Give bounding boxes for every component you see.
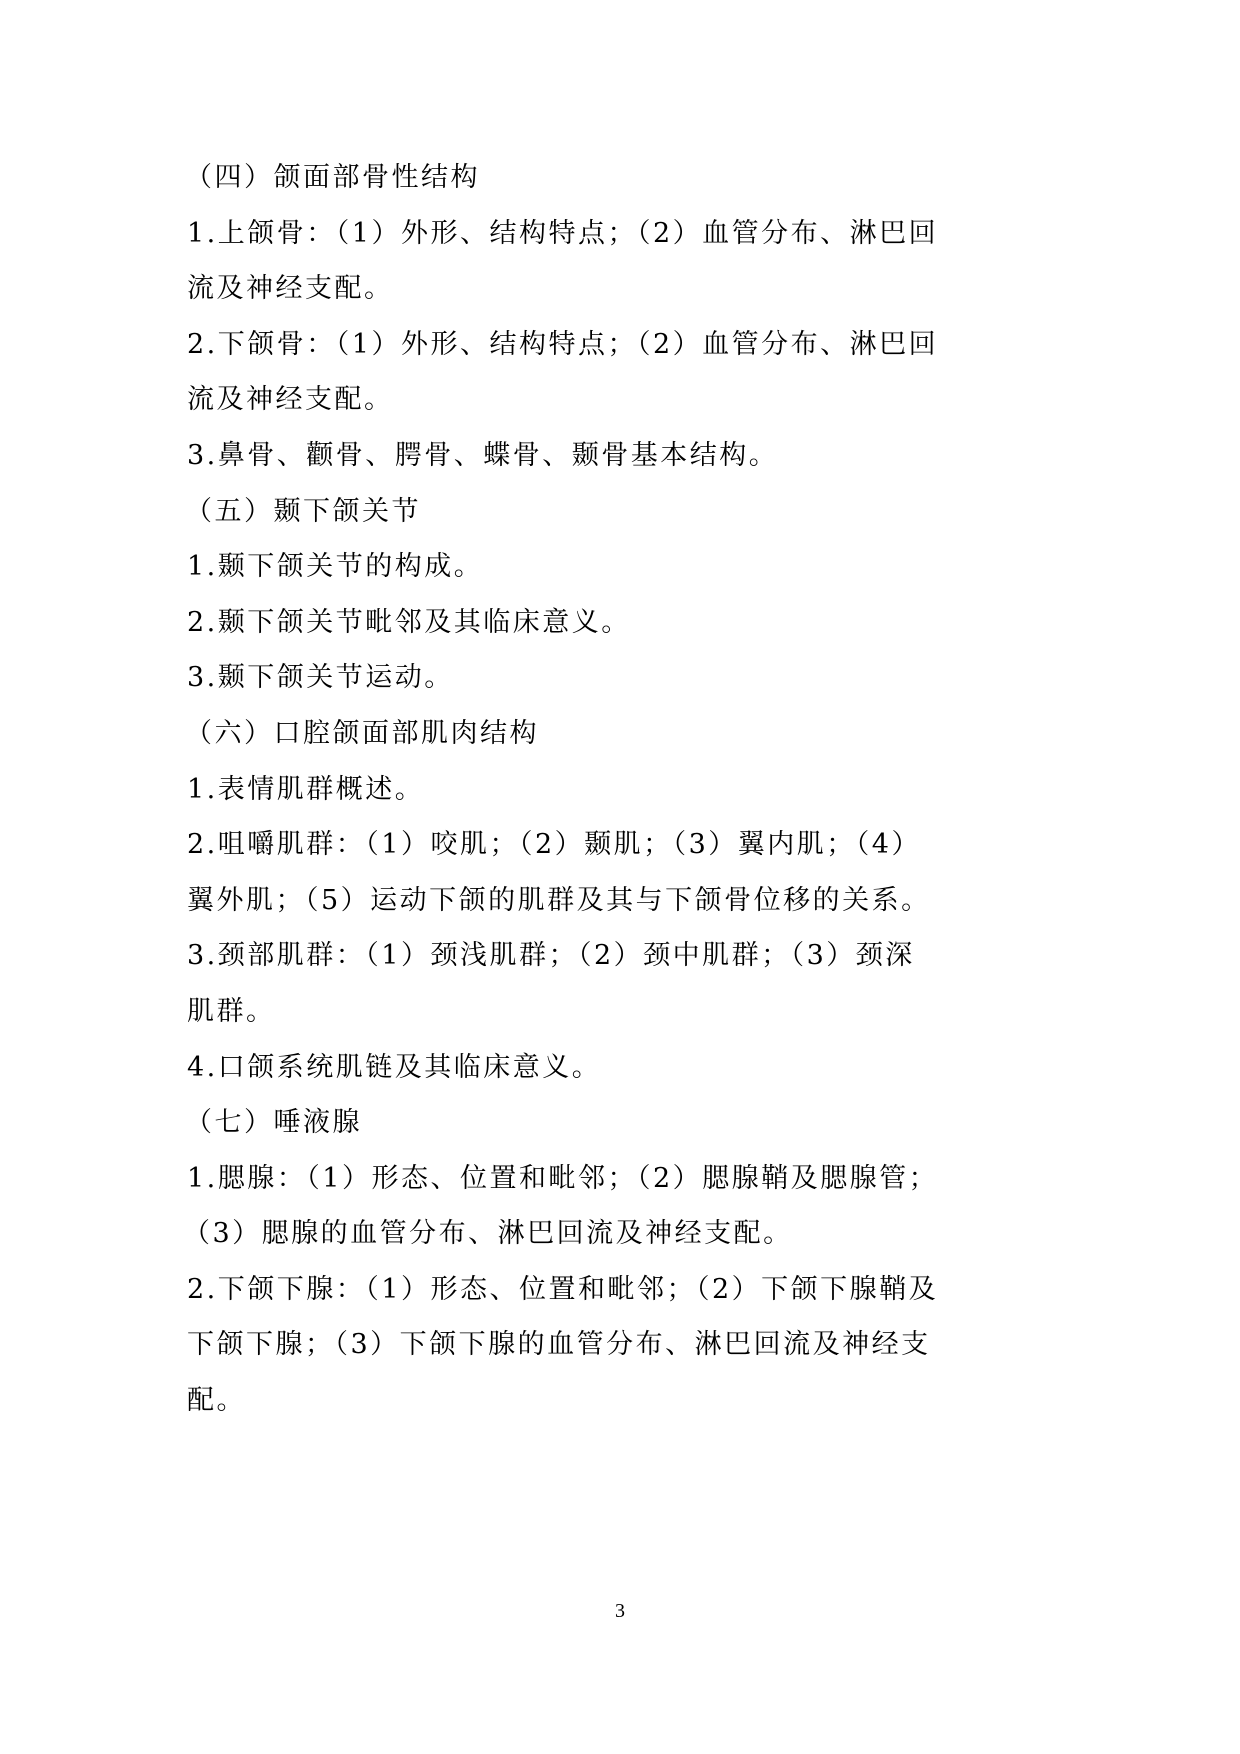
list-item-maxilla-cont: 流及神经支配。: [187, 273, 394, 305]
list-item-facial-muscles: 1.表情肌群概述。: [187, 773, 425, 805]
document-body: [183, 150, 1047, 1429]
list-item-submandibular: 2.下颌下腺：（1）形态、位置和毗邻；（2）下颌下腺鞘及: [187, 1273, 939, 1305]
list-item-mandible: 2.下颌骨：（1）外形、结构特点；（2）血管分布、淋巴回: [187, 328, 939, 360]
list-item-mandible-cont: 流及神经支配。: [187, 384, 394, 416]
section-heading-6: （六）口腔颌面部肌肉结构: [185, 717, 539, 749]
list-item-tmj-movement: 3.颞下颌关节运动。: [187, 662, 454, 694]
list-item-maxilla: 1.上颌骨：（1）外形、结构特点；（2）血管分布、淋巴回: [187, 217, 939, 249]
list-item-muscle-chain: 4.口颌系统肌链及其临床意义。: [187, 1051, 602, 1083]
list-item-other-bones: 3.鼻骨、颧骨、腭骨、蝶骨、颞骨基本结构。: [187, 439, 779, 471]
list-item-tmj-composition: 1.颞下颌关节的构成。: [187, 551, 484, 583]
section-heading-4: （四）颌面部骨性结构: [185, 162, 480, 193]
list-item-parotid: 1.腮腺：（1）形态、位置和毗邻；（2）腮腺鞘及腮腺管；: [187, 1162, 939, 1194]
section-heading-7: （七）唾液腺: [185, 1107, 362, 1139]
page-number: 3: [615, 1600, 625, 1622]
section-heading-5: （五）颞下颌关节: [185, 495, 421, 527]
list-item-neck-muscles-cont: 肌群。: [187, 995, 276, 1027]
list-item-neck-muscles: 3.颈部肌群：（1）颈浅肌群；（2）颈中肌群；（3）颈深: [187, 940, 915, 972]
list-item-masticatory-muscles: 2.咀嚼肌群：（1）咬肌；（2）颞肌；（3）翼内肌；（4）: [187, 829, 921, 861]
list-item-parotid-cont: （3）腮腺的血管分布、淋巴回流及神经支配。: [183, 1218, 793, 1250]
list-item-submandibular-cont: 下颌下腺；（3）下颌下腺的血管分布、淋巴回流及神经支: [187, 1329, 931, 1361]
list-item-tmj-adjacent: 2.颞下颌关节毗邻及其临床意义。: [187, 606, 631, 638]
list-item-masticatory-muscles-cont: 翼外肌；（5）运动下颌的肌群及其与下颌骨位移的关系。: [187, 884, 931, 916]
list-item-submandibular-cont-2: 配。: [187, 1385, 246, 1417]
